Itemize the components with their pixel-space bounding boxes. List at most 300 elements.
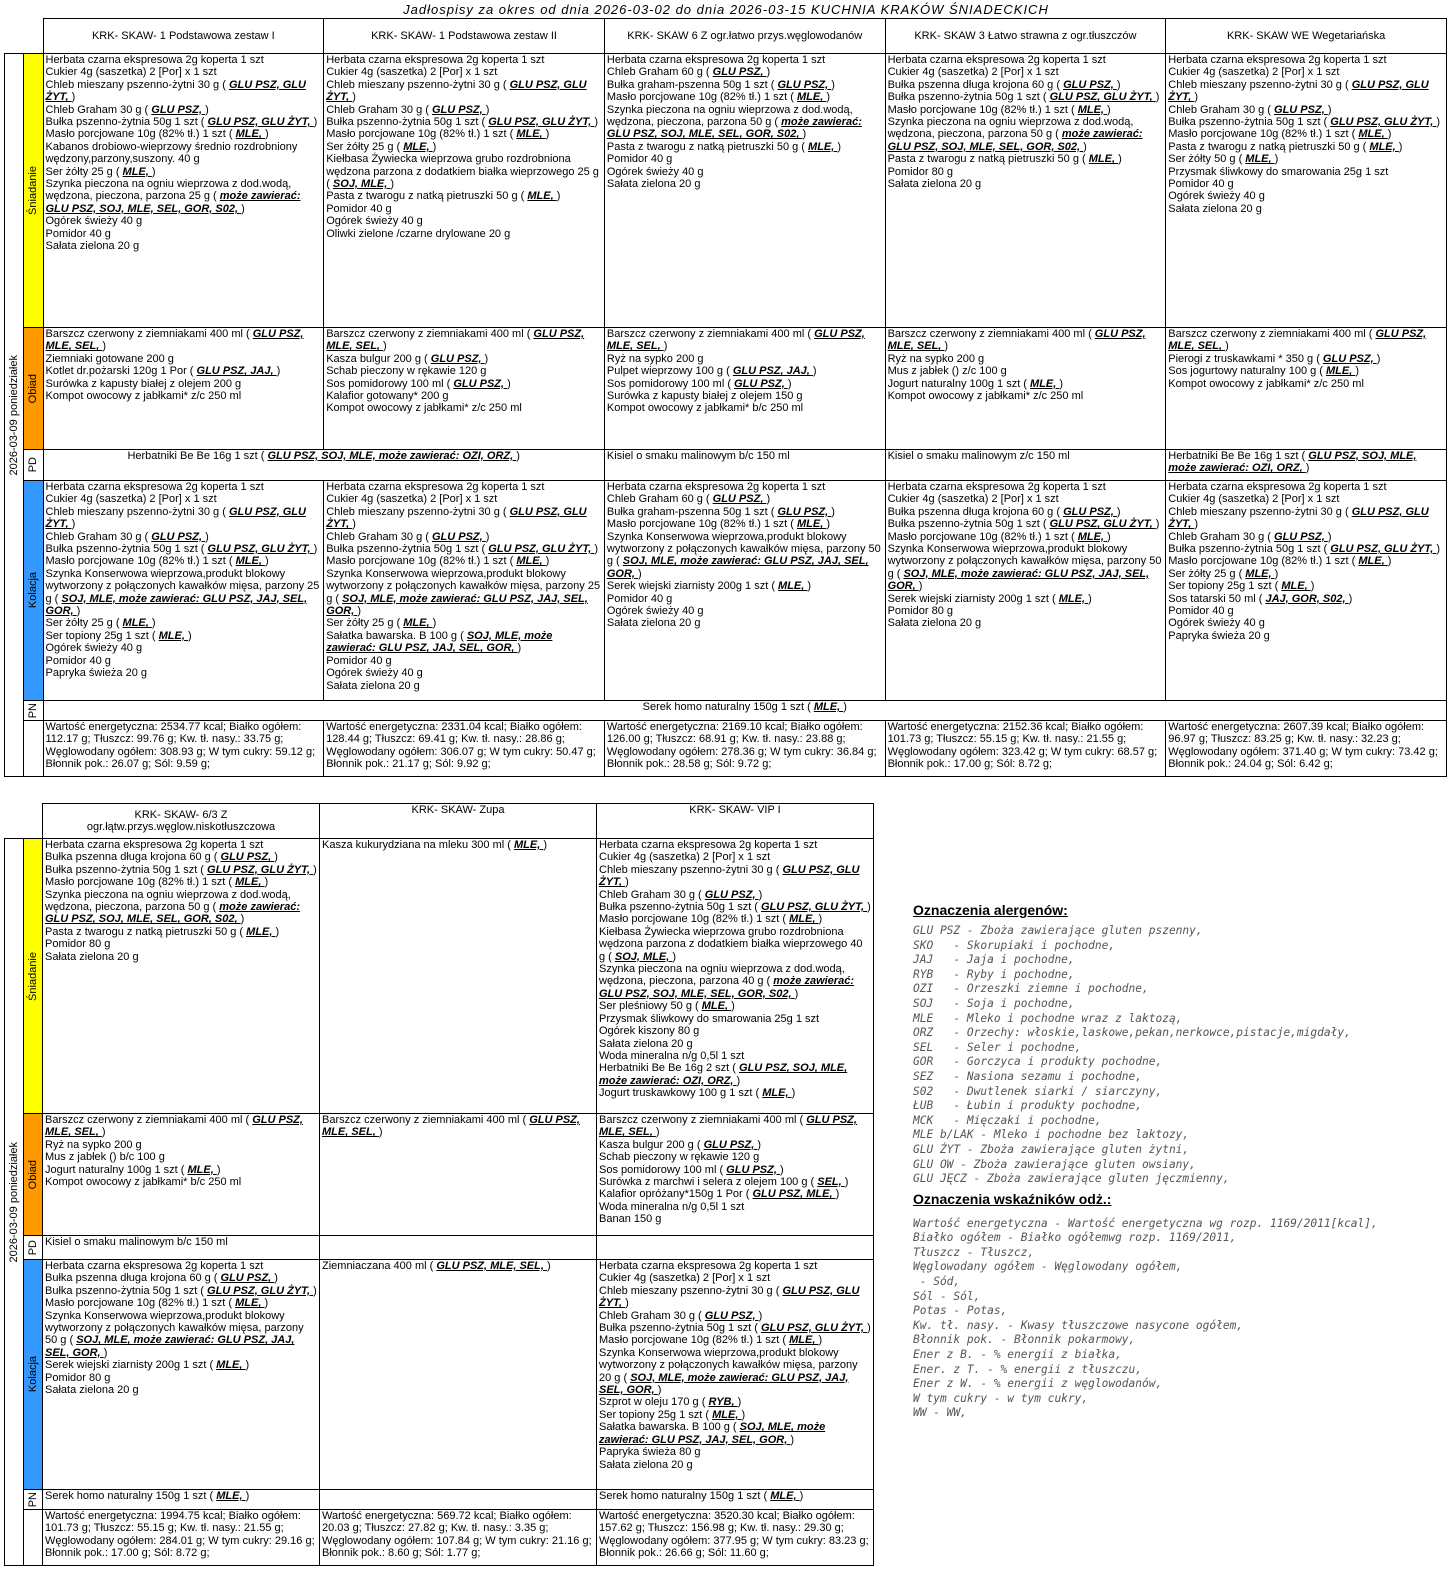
meal-cell: [597, 1490, 874, 1510]
menu-item: Bułka pszenno-żytnia 50g 1 szt ( GLU PSZ, GLU ŻYT, ): [45, 863, 317, 876]
menu-item: Chleb Graham 30 g ( GLU PSZ, ): [326, 530, 490, 543]
menu-item: Pomidor 40 g: [45, 654, 111, 667]
menu-item: Cukier 4g (saszetka) 2 [Por] x 1 szt: [887, 66, 1059, 79]
menu-item: Papryka świeża 80 g: [599, 1446, 701, 1459]
menu-item: Cukier 4g (saszetka) 2 [Por] x 1 szt: [326, 493, 498, 506]
menu-item: Szynka pieczona na ogniu wieprzowa z dod.wodą, wędzona, pieczona, parzona 50 g ( może zawierać: GLU PSZ, SOJ, MLE, SEL, GOR, S02, ): [887, 116, 1143, 153]
menu-item: Cukier 4g (saszetka) 2 [Por] x 1 szt: [45, 493, 217, 506]
legend-line: SOJ - Soja i pochodne,: [913, 996, 1075, 1010]
indicator-list: [913, 1217, 1443, 1421]
legend-line: GLU OW - Zboża zawierające gluten owsiany,: [913, 1157, 1196, 1171]
menu-item: Szynka Konserwowa wieprzowa,produkt blokowy wytworzony z połączonych kawałków mięsa, parzony 50 g ( SOJ, MLE, może zawierać: GLU PSZ, JAJ, SEL, GOR, ): [887, 543, 1162, 593]
menu-item: Masło porcjowane 10g (82% tł.) 1 szt ( MLE, ): [45, 876, 269, 889]
menu-item: Pasta z twarogu z natką pietruszki 50 g ( MLE, ): [45, 925, 280, 938]
menu-item: Bułka pszenno-żytnia 50g 1 szt ( GLU PSZ, GLU ŻYT, ): [45, 116, 318, 129]
menu-item: Ser topiony 25g 1 szt ( MLE, ): [1168, 580, 1315, 593]
meal-cell: [324, 328, 605, 450]
menu-item: Cukier 4g (saszetka) 2 [Por] x 1 szt: [599, 851, 771, 864]
meal-cell: [885, 54, 1166, 328]
legend-line: GLU PSZ - Zboża zawierające gluten pszenny,: [913, 924, 1203, 937]
menu-item: Bułka pszenno-żytnia 50g 1 szt ( GLU PSZ, GLU ŻYT, ): [326, 543, 599, 556]
legend-line: S02 - Dwutlenek siarki / siarczyny,: [913, 1084, 1163, 1098]
menu-item: Masło porcjowane 10g (82% tł.) 1 szt ( MLE, ): [326, 128, 550, 141]
menu-item: Herbata czarna ekspresowa 2g koperta 1 szt: [45, 839, 264, 851]
nutrition-summary: Wartość energetyczna: 1994.75 kcal; Białko ogółem: 101.73 g; Tłuszcz: 55.15 g; Kw. tł. nasy.: 21.55 g; Węglowodany ogółem: 284.01 g; W tym cukry: 29.16 g; Błonnik pok.: 17.00 g; Sól: 8.72 g;: [43, 1510, 320, 1566]
menu-item: Bułka pszenno-żytnia 50g 1 szt ( GLU PSZ, GLU ŻYT, ): [599, 901, 871, 914]
menu-item: Ryż na sypko 200 g: [606, 352, 704, 365]
meal-label-pn: PN: [24, 1490, 43, 1510]
menu-item: Barszcz czerwony z ziemniakami 400 ml ( GLU PSZ, MLE, SEL, ): [326, 328, 585, 353]
menu-item: Woda mineralna n/g 0,5l 1 szt: [599, 1049, 745, 1062]
meal-cell: [604, 450, 885, 481]
legend-line: Tłuszcz - Tłuszcz,: [913, 1245, 1035, 1259]
menu-item: Ogórek kiszony 80 g: [599, 1025, 700, 1038]
menu-item: Pomidor 40 g: [606, 153, 673, 166]
menu-item: Oliwki zielone /czarne drylowane 20 g: [326, 227, 511, 240]
legend-line: SKO - Skorupiaki i pochodne,: [913, 938, 1116, 952]
menu-item: Cukier 4g (saszetka) 2 [Por] x 1 szt: [599, 1272, 771, 1285]
column-header: KRK- SKAW- VIP I: [597, 804, 874, 839]
menu-item: Jogurt truskawkowy 100 g 1 szt ( MLE, ): [599, 1087, 796, 1100]
meal-cell: [43, 701, 1447, 721]
menu-item: Chleb mieszany pszenno-żytni 30 g ( GLU PSZ, GLU ŻYT, ): [45, 505, 306, 531]
menu-item: Masło porcjowane 10g (82% tł.) 1 szt ( MLE, ): [599, 1334, 823, 1347]
menu-item: Barszcz czerwony z ziemniakami 400 ml ( GLU PSZ, MLE, SEL, ): [599, 1114, 857, 1139]
legend-line: WW - WW,: [913, 1406, 967, 1420]
menu-item: Herbata czarna ekspresowa 2g koperta 1 szt: [1168, 481, 1387, 493]
menu-item: Pulpet wieprzowy 100 g ( GLU PSZ, JAJ, ): [606, 365, 817, 378]
menu-item: Ogórek świeży 40 g: [45, 642, 143, 655]
menu-item: Sałatka bawarska. B 100 g ( SOJ, MLE, może zawierać: GLU PSZ, JAJ, SEL, GOR, ): [599, 1421, 826, 1446]
meal-cell: [324, 481, 605, 701]
meal-cell: [885, 328, 1166, 450]
menu-item: Ryż na sypko 200 g: [887, 352, 985, 365]
date-cell: [5, 54, 24, 777]
menu-item: Chleb Graham 60 g ( GLU PSZ, ): [606, 66, 771, 79]
menu-item: Herbata czarna ekspresowa 2g koperta 1 szt: [326, 54, 545, 66]
menu-item: Sos tatarski 50 ml ( JAJ, GOR, S02, ): [1168, 592, 1353, 605]
menu-item: Surówka z marchwi i selera z olejem 100 g ( SEL, ): [599, 1176, 849, 1189]
menu-item: Surówka z kapusty białej z olejem 200 g: [45, 377, 242, 390]
menu-item: Sałata zielona 20 g: [606, 178, 701, 191]
legend-line: RYB - Ryby i pochodne,: [913, 967, 1075, 981]
menu-item: Masło porcjowane 10g (82% tł.) 1 szt ( MLE, ): [887, 103, 1111, 116]
meal-label-obiad: Obiad: [24, 328, 43, 450]
menu-table-2: [4, 803, 874, 1566]
legend-line: ŁUB - Łubin i produkty pochodne,: [913, 1099, 1143, 1113]
meal-cell: [597, 839, 874, 1114]
menu-item: Ziemniaki gotowane 200 g: [45, 352, 174, 365]
menu-item: Pomidor 40 g: [1168, 178, 1234, 191]
menu-item: Serek wiejski ziarnisty 200g 1 szt ( MLE, ): [45, 1359, 250, 1372]
menu-item: Herbata czarna ekspresowa 2g koperta 1 szt: [326, 481, 545, 493]
menu-item: Pomidor 80 g: [45, 1371, 111, 1384]
menu-item: Chleb Graham 30 g ( GLU PSZ, ): [599, 888, 763, 901]
menu-item: Herbata czarna ekspresowa 2g koperta 1 szt: [887, 54, 1106, 66]
legend-line: Potas - Potas,: [913, 1304, 1008, 1318]
meal-cell: [43, 1236, 320, 1260]
meal-label-sniadanie: Śniadanie: [24, 839, 43, 1114]
menu-item: Mus z jabłek () b/c 100 g: [45, 1151, 165, 1164]
meal-label-pn: PN: [24, 701, 43, 721]
column-header: KRK- SKAW- 1 Podstawowa zestaw I: [43, 19, 324, 54]
menu-item: Kalafior opróżany*150g 1 Por ( GLU PSZ, MLE, ): [599, 1188, 840, 1201]
meal-cell: [1166, 450, 1447, 481]
menu-item: Serek wiejski ziarnisty 200g 1 szt ( MLE, ): [887, 592, 1092, 605]
legend-line: MLE - Mleko i pochodne wraz z laktozą,: [913, 1011, 1183, 1025]
column-header: KRK- SKAW 3 Łatwo strawna z ogr.tłuszczów: [885, 19, 1166, 54]
menu-item: Pomidor 40 g: [45, 227, 111, 240]
legend-line: W tym cukry - w tym cukry,: [913, 1391, 1089, 1405]
meal-label-kolacja: Kolacja: [24, 1260, 43, 1490]
menu-item: Serek homo naturalny 150g 1 szt ( MLE, ): [642, 701, 847, 713]
menu-item: Szynka Konserwowa wieprzowa,produkt blokowy wytworzony z połączonych kawałków mięsa, parzony 50 g ( SOJ, MLE, może zawierać: GLU PSZ, JAJ, SEL, GOR, ): [45, 1309, 304, 1359]
menu-item: Herbata czarna ekspresowa 2g koperta 1 szt: [606, 54, 826, 66]
menu-item: Chleb mieszany pszenno-żytni 30 g ( GLU PSZ, GLU ŻYT, ): [1168, 505, 1429, 531]
menu-item: Kalafior gotowany* 200 g: [326, 390, 449, 403]
menu-item: Herbatniki Be Be 16g 2 szt ( GLU PSZ, SOJ, MLE, może zawierać: OZI, ORZ, ): [599, 1062, 848, 1087]
menu-item: Sos pomidorowy 100 ml ( GLU PSZ, ): [599, 1163, 784, 1176]
menu-item: Bułka pszenno-żytnia 50g 1 szt ( GLU PSZ, GLU ŻYT, ): [45, 1284, 317, 1297]
menu-item: Schab pieczony w rękawie 120 g: [599, 1151, 760, 1164]
menu-item: Ser żółty 25 g ( MLE, ): [45, 165, 156, 178]
meal-cell: [320, 1114, 597, 1236]
menu-item: Masło porcjowane 10g (82% tł.) 1 szt ( MLE, ): [45, 128, 269, 141]
menu-item: Chleb mieszany pszenno-żytni 30 g ( GLU PSZ, GLU ŻYT, ): [599, 863, 860, 889]
menu-item: Woda mineralna n/g 0,5l 1 szt: [599, 1200, 745, 1213]
menu-item: Ser topiony 25g 1 szt ( MLE, ): [45, 629, 192, 642]
legend-line: Białko ogółem - Białko ogółemwg rozp. 1169/2011,: [913, 1231, 1237, 1245]
meal-cell: [43, 1490, 320, 1510]
menu-item: Ser pleśniowy 50 g ( MLE, ): [599, 1000, 735, 1013]
meal-label-kolacja: Kolacja: [24, 481, 43, 701]
legend-line: Wartość energetyczna - Wartość energetyczna wg rozp. 1169/2011[kcal],: [913, 1216, 1378, 1230]
menu-item: Herbata czarna ekspresowa 2g koperta 1 szt: [599, 1260, 818, 1272]
menu-item: Sałata zielona 20 g: [887, 178, 982, 191]
meal-cell: [885, 450, 1166, 481]
menu-item: Szynka Konserwowa wieprzowa,produkt blokowy wytworzony z połączonych kawałków mięsa, parzony 50 g ( SOJ, MLE, może zawierać: GLU PSZ, JAJ, SEL, GOR, ): [606, 530, 881, 580]
menu-item: Herbata czarna ekspresowa 2g koperta 1 szt: [887, 481, 1106, 493]
menu-item: Bułka pszenno-żytnia 50g 1 szt ( GLU PSZ, GLU ŻYT, ): [887, 518, 1160, 531]
legend-line: GLU ŻYT - Zboża zawierające gluten żytni,: [913, 1142, 1190, 1156]
menu-item: Kiełbasa Żywiecka wieprzowa grubo rozdrobniona wędzona parzona z dodatkiem białka wieprzowego 40 g ( SOJ, MLE, ): [599, 925, 863, 963]
meal-cell: [43, 839, 320, 1114]
menu-item: Przysmak śliwkowy do smarowania 25g 1 szt: [1168, 165, 1389, 178]
meal-cell: [1166, 481, 1447, 701]
menu-item: Cukier 4g (saszetka) 2 [Por] x 1 szt: [887, 493, 1059, 506]
menu-item: Herbata czarna ekspresowa 2g koperta 1 szt: [45, 1260, 264, 1272]
indicators-title: Oznaczenia wskaźników odż.:: [913, 1190, 1112, 1207]
legend-line: GLU JĘCZ - Zboża zawierające gluten jęczmienny,: [913, 1172, 1230, 1186]
menu-item: Pasta z twarogu z natką pietruszki 50 g ( MLE, ): [326, 190, 561, 203]
menu-item: Herbata czarna ekspresowa 2g koperta 1 szt: [45, 54, 264, 66]
menu-item: Serek homo naturalny 150g 1 szt ( MLE, ): [599, 1490, 804, 1502]
nutrition-summary: Wartość energetyczna: 3520.30 kcal; Białko ogółem: 157.62 g; Tłuszcz: 156.98 g; Kw. tł. nasy.: 29.30 g; Węglowodany ogółem: 377.95 g; W tym cukry: 83.23 g; Błonnik pok.: 26.66 g; Sól: 11.60 g;: [597, 1510, 874, 1566]
menu-item: Serek wiejski ziarnisty 200g 1 szt ( MLE, ): [606, 580, 812, 593]
menu-item: Masło porcjowane 10g (82% tł.) 1 szt ( MLE, ): [45, 1297, 269, 1310]
menu-item: Sałata zielona 20 g: [326, 679, 420, 692]
column-header: KRK- SKAW WE Wegetariańska: [1166, 19, 1447, 54]
menu-item: Barszcz czerwony z ziemniakami 400 ml ( GLU PSZ, MLE, SEL, ): [45, 328, 304, 353]
menu-item: Papryka świeża 20 g: [45, 667, 147, 680]
menu-item: Bułka pszenno-żytnia 50g 1 szt ( GLU PSZ, GLU ŻYT, ): [887, 91, 1160, 104]
menu-item: Masło porcjowane 10g (82% tł.) 1 szt ( MLE, ): [606, 518, 831, 531]
menu-item: Sałata zielona 20 g: [606, 617, 701, 630]
menu-item: Masło porcjowane 10g (82% tł.) 1 szt ( MLE, ): [45, 555, 269, 568]
date-label: 2026-03-09 poniedziałek: [7, 354, 20, 476]
nutrition-summary: Wartość energetyczna: 2331.04 kcal; Białko ogółem: 128.44 g; Tłuszcz: 69.41 g; Kw. tł. nasy.: 28.86 g; Węglowodany ogółem: 306.07 g; W tym cukry: 50.47 g; Błonnik pok.: 21.17 g; Sól: 9.92 g;: [324, 721, 605, 777]
menu-item: Pomidor 80 g: [887, 605, 953, 618]
menu-item: Chleb Graham 30 g ( GLU PSZ, ): [1168, 103, 1332, 116]
menu-item: Ogórek świeży 40 g: [326, 667, 423, 680]
menu-item: Bułka pszenno-żytnia 50g 1 szt ( GLU PSZ, GLU ŻYT, ): [1168, 116, 1441, 129]
meal-label-pd: PD: [24, 450, 43, 481]
menu-item: Kasza kukurydziana na mleku 300 ml ( MLE, ): [322, 839, 547, 851]
menu-item: Chleb mieszany pszenno-żytni 30 g ( GLU PSZ, GLU ŻYT, ): [326, 505, 587, 531]
menu-item: Pomidor 80 g: [887, 165, 953, 178]
menu-item: Banan 150 g: [599, 1213, 662, 1226]
meal-cell: [604, 328, 885, 450]
menu-item: Chleb mieszany pszenno-żytni 30 g ( GLU PSZ, GLU ŻYT, ): [326, 78, 587, 104]
menu-item: Kompot owocowy z jabłkami* z/c 250 ml: [45, 390, 242, 403]
menu-item: Kompot owocowy z jabłkami* b/c 250 ml: [45, 1176, 242, 1189]
menu-item: Bułka pszenno-żytnia 50g 1 szt ( GLU PSZ, GLU ŻYT, ): [599, 1322, 871, 1335]
menu-item: Sałata zielona 20 g: [45, 950, 139, 963]
legend-line: Błonnik pok. - Błonnik pokarmowy,: [913, 1333, 1136, 1347]
menu-item: Ziemniaczana 400 ml ( GLU PSZ, MLE, SEL, ): [322, 1260, 551, 1272]
menu-item: Herbatniki Be Be 16g 1 szt ( GLU PSZ, SOJ, MLE, może zawierać: OZI, ORZ, ): [127, 450, 520, 462]
menu-item: Szynka pieczona na ogniu wieprzowa z dod.wodą, wędzona, pieczona, parzona 40 g ( może zawierać: GLU PSZ, SOJ, MLE, SEL, GOR, S02, ): [599, 963, 854, 1000]
menu-item: Szynka Konserwowa wieprzowa,produkt blokowy wytworzony z połączonych kawałków mięsa, parzony 25 g ( SOJ, MLE, może zawierać: GLU PSZ, JAJ, SEL, GOR, ): [326, 567, 601, 618]
legend-line: Kw. tł. nasy. - Kwasy tłuszczowe nasycone ogółem,: [913, 1318, 1244, 1332]
legend-line: - Sód,: [913, 1275, 961, 1289]
nutrition-summary: Wartość energetyczna: 2534.77 kcal; Białko ogółem: 112.17 g; Tłuszcz: 99.76 g; Kw. tł. nasy.: 33.75 g; Węglowodany ogółem: 308.93 g; W tym cukry: 59.12 g; Błonnik pok.: 26.07 g; Sól: 9.59 g;: [43, 721, 324, 777]
menu-item: Szynka Konserwowa wieprzowa,produkt blokowy wytworzony z połączonych kawałków mięsa, parzony 20 g ( SOJ, MLE, może zawierać: GLU PSZ, JAJ, SEL, GOR, ): [599, 1346, 858, 1397]
menu-item: Bułka pszenna długa krojona 60 g ( GLU PSZ, ): [887, 505, 1121, 518]
menu-item: Chleb Graham 30 g ( GLU PSZ, ): [1168, 530, 1332, 543]
date-cell: [5, 839, 24, 1566]
menu-item: Herbata czarna ekspresowa 2g koperta 1 szt: [1168, 54, 1387, 66]
menu-item: Pomidor 40 g: [326, 202, 392, 215]
menu-item: Sałata zielona 20 g: [45, 240, 140, 253]
menu-item: Kompot owocowy z jabłkami* z/c 250 ml: [887, 390, 1084, 403]
menu-item: Ogórek świeży 40 g: [606, 165, 704, 178]
menu-item: Sałata zielona 20 g: [1168, 202, 1262, 215]
menu-item: Ser żółty 50 g ( MLE, ): [1168, 153, 1279, 166]
menu-item: Kisiel o smaku malinowym b/c 150 ml: [606, 450, 790, 462]
menu-item: Sałata zielona 20 g: [887, 617, 982, 630]
menu-item: Papryka świeża 20 g: [1168, 629, 1270, 642]
menu-item: Bułka pszenna długa krojona 60 g ( GLU PSZ, ): [45, 1272, 278, 1285]
column-header: KRK- SKAW- 6/3 Z ogr.łątw.przys.węglow.niskotłuszczowa: [43, 804, 320, 839]
meal-cell: [320, 839, 597, 1114]
menu-item: Ser żółty 25 g ( MLE, ): [326, 140, 437, 153]
menu-item: Bułka graham-pszenna 50g 1 szt ( GLU PSZ, ): [606, 505, 835, 518]
legend-line: SEL - Seler i pochodne,: [913, 1040, 1082, 1054]
menu-item: Ryż na sypko 200 g: [45, 1138, 142, 1151]
meal-label-obiad: Obiad: [24, 1114, 43, 1236]
meal-cell: [43, 481, 324, 701]
menu-item: Pomidor 40 g: [606, 592, 673, 605]
column-header: KRK- SKAW- 1 Podstawowa zestaw II: [324, 19, 605, 54]
meal-label-sniadanie: Śniadanie: [24, 54, 43, 328]
menu-item: Kotlet dr.pożarski 120g 1 Por ( GLU PSZ, JAJ, ): [45, 365, 281, 378]
legend-line: Ener z W. - % energii z węglowodanów,: [913, 1377, 1163, 1391]
menu-item: Pomidor 80 g: [45, 938, 111, 951]
legend-line: GOR - Gorczyca i produkty pochodne,: [913, 1055, 1163, 1069]
menu-item: Kiełbasa Żywiecka wieprzowa grubo rozdrobniona wędzona parzona z dodatkiem białka wieprzowego 25 g ( SOJ, MLE, ): [326, 153, 599, 191]
menu-item: Surówka z kapusty białej z olejem 150 g: [606, 390, 803, 403]
column-header: KRK- SKAW 6 Z ogr.łatwo przys.węglowodanów: [604, 19, 885, 54]
menu-item: Ser topiony 25g 1 szt ( MLE, ): [599, 1408, 746, 1421]
legend-line: OZI - Orzeszki ziemne i pochodne,: [913, 982, 1149, 996]
menu-item: Ogórek świeży 40 g: [326, 215, 423, 228]
meal-cell: [604, 54, 885, 328]
menu-item: Szprot w oleju 170 g ( RYB, ): [599, 1396, 742, 1409]
menu-item: Chleb mieszany pszenno-żytni 30 g ( GLU PSZ, GLU ŻYT, ): [1168, 78, 1429, 104]
menu-item: Bułka pszenna długa krojona 60 g ( GLU PSZ, ): [887, 78, 1121, 91]
meal-cell: [324, 54, 605, 328]
menu-item: Szynka pieczona na ogniu wieprzowa z dod.wodą, wędzona, pieczona, parzona 25 g ( może zawierać: GLU PSZ, SOJ, MLE, SEL, GOR, S02, ): [45, 178, 301, 215]
menu-item: Ogórek świeży 40 g: [45, 215, 143, 228]
column-header: KRK- SKAW- Zupa: [320, 804, 597, 839]
meal-cell: [43, 54, 324, 328]
menu-table-1: [4, 18, 1447, 777]
menu-item: Chleb mieszany pszenno-żytni 30 g ( GLU PSZ, GLU ŻYT, ): [45, 78, 306, 104]
menu-item: Ser żółty 25 g ( MLE, ): [45, 617, 156, 630]
menu-item: Bułka pszenno-żytnia 50g 1 szt ( GLU PSZ, GLU ŻYT, ): [326, 116, 599, 129]
menu-item: Chleb Graham 30 g ( GLU PSZ, ): [45, 530, 209, 543]
menu-item: Pasta z twarogu z natką pietruszki 50 g ( MLE, ): [606, 140, 842, 153]
menu-item: Sos pomidorowy 100 ml ( GLU PSZ, ): [606, 377, 792, 390]
menu-item: Masło porcjowane 10g (82% tł.) 1 szt ( MLE, ): [599, 913, 823, 926]
allergens-title: Oznaczenia alergenów:: [913, 902, 1068, 918]
menu-item: Barszcz czerwony z ziemniakami 400 ml ( GLU PSZ, MLE, SEL, ): [887, 328, 1146, 353]
menu-item: Masło porcjowane 10g (82% tł.) 1 szt ( MLE, ): [326, 555, 550, 568]
menu-item: Ogórek świeży 40 g: [606, 605, 704, 618]
menu-item: Masło porcjowane 10g (82% tł.) 1 szt ( MLE, ): [887, 530, 1111, 543]
menu-item: Schab pieczony w rękawie 120 g: [326, 365, 487, 378]
menu-item: Chleb Graham 30 g ( GLU PSZ, ): [599, 1309, 763, 1322]
meal-cell: [43, 450, 604, 481]
menu-item: Chleb Graham 30 g ( GLU PSZ, ): [326, 103, 490, 116]
menu-item: Kompot owocowy z jabłkami* z/c 250 ml: [1168, 377, 1364, 390]
menu-item: Sos pomidorowy 100 ml ( GLU PSZ, ): [326, 377, 511, 390]
menu-item: Chleb mieszany pszenno-żytni 30 g ( GLU PSZ, GLU ŻYT, ): [599, 1284, 860, 1310]
menu-item: Kisiel o smaku malinowym b/c 150 ml: [45, 1236, 228, 1248]
menu-item: Masło porcjowane 10g (82% tł.) 1 szt ( MLE, ): [1168, 555, 1392, 568]
meal-cell: [43, 328, 324, 450]
meal-cell: [320, 1260, 597, 1490]
menu-item: Herbatniki Be Be 16g 1 szt ( GLU PSZ, SOJ, MLE, może zawierać: OZI, ORZ, ): [1168, 450, 1417, 475]
menu-item: Sałatka bawarska. B 100 g ( SOJ, MLE, może zawierać: GLU PSZ, JAJ, SEL, GOR, ): [326, 629, 553, 655]
menu-item: Barszcz czerwony z ziemniakami 400 ml ( GLU PSZ, MLE, SEL, ): [322, 1114, 580, 1139]
meal-cell: [43, 1114, 320, 1236]
menu-item: Cukier 4g (saszetka) 2 [Por] x 1 szt: [326, 66, 498, 79]
menu-item: Pomidor 40 g: [1168, 605, 1234, 618]
legend: [913, 902, 1443, 1421]
menu-item: Cukier 4g (saszetka) 2 [Por] x 1 szt: [1168, 493, 1340, 506]
menu-item: Sos jogurtowy naturalny 100 g ( MLE, ): [1168, 365, 1360, 378]
meal-cell: [1166, 54, 1447, 328]
menu-item: Pomidor 40 g: [326, 654, 392, 667]
menu-item: Szynka pieczona na ogniu wieprzowa z dod.wodą, wędzona, pieczona, parzona 50 g ( może zawierać: GLU PSZ, SOJ, MLE, SEL, GOR, S02, ): [606, 103, 862, 141]
nutrition-summary: Wartość energetyczna: 2169.10 kcal; Białko ogółem: 126.00 g; Tłuszcz: 68.91 g; Kw. tł. nasy.: 23.88 g; Węglowodany ogółem: 278.36 g; W tym cukry: 36.84 g; Błonnik pok.: 28.58 g; Sól: 9.72 g;: [604, 721, 885, 777]
menu-item: Chleb Graham 30 g ( GLU PSZ, ): [45, 103, 209, 116]
menu-item: Szynka Konserwowa wieprzowa,produkt blokowy wytworzony z połączonych kawałków mięsa, parzony 25 g ( SOJ, MLE, może zawierać: GLU PSZ, JAJ, SEL, GOR, ): [45, 567, 320, 618]
meal-cell: [604, 481, 885, 701]
nutrition-summary: Wartość energetyczna: 2607.39 kcal; Białko ogółem: 96.97 g; Tłuszcz: 83.25 g; Kw. tł. nasy.: 32.23 g; Węglowodany ogółem: 371.40 g; W tym cukry: 73.42 g; Błonnik pok.: 24.04 g; Sól: 6.42 g;: [1166, 721, 1447, 777]
menu-item: Cukier 4g (saszetka) 2 [Por] x 1 szt: [1168, 66, 1340, 79]
nutrition-summary: Wartość energetyczna: 2152.36 kcal; Białko ogółem: 101.73 g; Tłuszcz: 55.15 g; Kw. tł. nasy.: 21.55 g; Węglowodany ogółem: 323.42 g; W tym cukry: 68.57 g; Błonnik pok.: 17.00 g; Sól: 8.72 g;: [885, 721, 1166, 777]
menu-item: Bułka pszenno-żytnia 50g 1 szt ( GLU PSZ, GLU ŻYT, ): [45, 543, 318, 556]
menu-item: Masło porcjowane 10g (82% tł.) 1 szt ( MLE, ): [606, 91, 831, 104]
menu-item: Pierogi z truskawkami * 350 g ( GLU PSZ, ): [1168, 352, 1381, 365]
menu-item: Barszcz czerwony z ziemniakami 400 ml ( GLU PSZ, MLE, SEL, ): [606, 328, 865, 353]
menu-item: Kasza bulgur 200 g ( GLU PSZ, ): [599, 1138, 762, 1151]
menu-item: Sałata zielona 20 g: [599, 1037, 693, 1050]
menu-item: Przysmak śliwkowy do smarowania 25g 1 szt: [599, 1012, 820, 1025]
legend-line: JAJ - Jaja i pochodne,: [913, 953, 1075, 967]
menu-item: Kisiel o smaku malinowym z/c 150 ml: [887, 450, 1070, 462]
menu-item: Bułka pszenno-żytnia 50g 1 szt ( GLU PSZ, GLU ŻYT, ): [1168, 543, 1441, 556]
menu-item: Kompot owocowy z jabłkami* b/c 250 ml: [606, 402, 804, 415]
legend-line: Węglowodany ogółem - Węglowodany ogółem,: [913, 1260, 1183, 1274]
menu-item: Kasza bulgur 200 g ( GLU PSZ, ): [326, 352, 489, 365]
menu-item: Szynka pieczona na ogniu wieprzowa z dod.wodą, wędzona, pieczona, parzona 50 g ( może zawierać: GLU PSZ, SOJ, MLE, SEL, GOR, S02, ): [45, 888, 300, 926]
menu-item: Herbata czarna ekspresowa 2g koperta 1 szt: [45, 481, 264, 493]
date-label: 2026-03-09 poniedziałek: [7, 1141, 20, 1263]
menu-item: Bułka pszenna długa krojona 60 g ( GLU PSZ, ): [45, 851, 278, 864]
menu-item: Jogurt naturalny 100g 1 szt ( MLE, ): [887, 377, 1064, 390]
menu-item: Kabanos drobiowo-wieprzowy średnio rozdrobniony wędzony,parzony,suszony. 40 g: [45, 140, 298, 166]
menu-item: Barszcz czerwony z ziemniakami 400 ml ( GLU PSZ, MLE, SEL, ): [45, 1114, 303, 1139]
menu-item: Ogórek świeży 40 g: [1168, 190, 1265, 203]
meal-cell: [43, 1260, 320, 1490]
legend-line: Ener z B. - % energii z białka,: [913, 1348, 1122, 1362]
legend-line: ORZ - Orzechy: włoskie,laskowe,pekan,nerkowce,pistacje,migdały,: [913, 1026, 1351, 1040]
meal-cell: [1166, 328, 1447, 450]
menu-item: Cukier 4g (saszetka) 2 [Por] x 1 szt: [45, 66, 217, 79]
menu-item: Jogurt naturalny 100g 1 szt ( MLE, ): [45, 1163, 221, 1176]
menu-item: Chleb Graham 60 g ( GLU PSZ, ): [606, 493, 771, 506]
page-title: Jadłospisy za okres od dnia 2026-03-02 do dnia 2026-03-15 KUCHNIA KRAKÓW ŚNIADECKICH: [403, 2, 1049, 17]
menu-item: Serek homo naturalny 150g 1 szt ( MLE, ): [45, 1490, 250, 1502]
legend-line: MLE b/LAK - Mleko i pochodne bez laktozy,: [913, 1128, 1190, 1142]
menu-item: Herbata czarna ekspresowa 2g koperta 1 szt: [599, 839, 818, 851]
menu-item: Ser żółty 25 g ( MLE, ): [326, 617, 437, 630]
menu-item: Sałata zielona 20 g: [599, 1458, 693, 1471]
menu-item: Sałata zielona 20 g: [45, 1384, 139, 1397]
menu-item: Bułka graham-pszenna 50g 1 szt ( GLU PSZ, ): [606, 78, 835, 91]
menu-item: Ser żółty 25 g ( MLE, ): [1168, 567, 1279, 580]
nutrition-summary: Wartość energetyczna: 569.72 kcal; Białko ogółem: 20.03 g; Tłuszcz: 27.82 g; Kw. tł. nasy.: 3.35 g; Węglowodany ogółem: 107.84 g; W tym cukry: 21.16 g; Błonnik pok.: 8.60 g; Sól: 1.77 g;: [320, 1510, 597, 1566]
menu-item: Masło porcjowane 10g (82% tł.) 1 szt ( MLE, ): [1168, 128, 1392, 141]
menu-item: Pasta z twarogu z natką pietruszki 50 g ( MLE, ): [1168, 140, 1403, 153]
menu-item: Ogórek świeży 40 g: [1168, 617, 1265, 630]
meal-label-pd: PD: [24, 1236, 43, 1260]
legend-line: SEZ - Nasiona sezamu i pochodne,: [913, 1069, 1143, 1083]
meal-cell: [597, 1114, 874, 1236]
legend-line: Ener. z T. - % energii z tłuszczu,: [913, 1362, 1143, 1376]
allergen-list: [913, 924, 1443, 1187]
menu-item: Herbata czarna ekspresowa 2g koperta 1 szt: [606, 481, 826, 493]
menu-item: Kompot owocowy z jabłkami* z/c 250 ml: [326, 402, 522, 415]
menu-item: Pasta z twarogu z natką pietruszki 50 g ( MLE, ): [887, 153, 1122, 166]
legend-line: MCK - Mięczaki i pochodne,: [913, 1113, 1102, 1127]
menu-item: Barszcz czerwony z ziemniakami 400 ml ( GLU PSZ, MLE, SEL, ): [1168, 328, 1427, 353]
legend-line: Sól - Sól,: [913, 1289, 981, 1303]
